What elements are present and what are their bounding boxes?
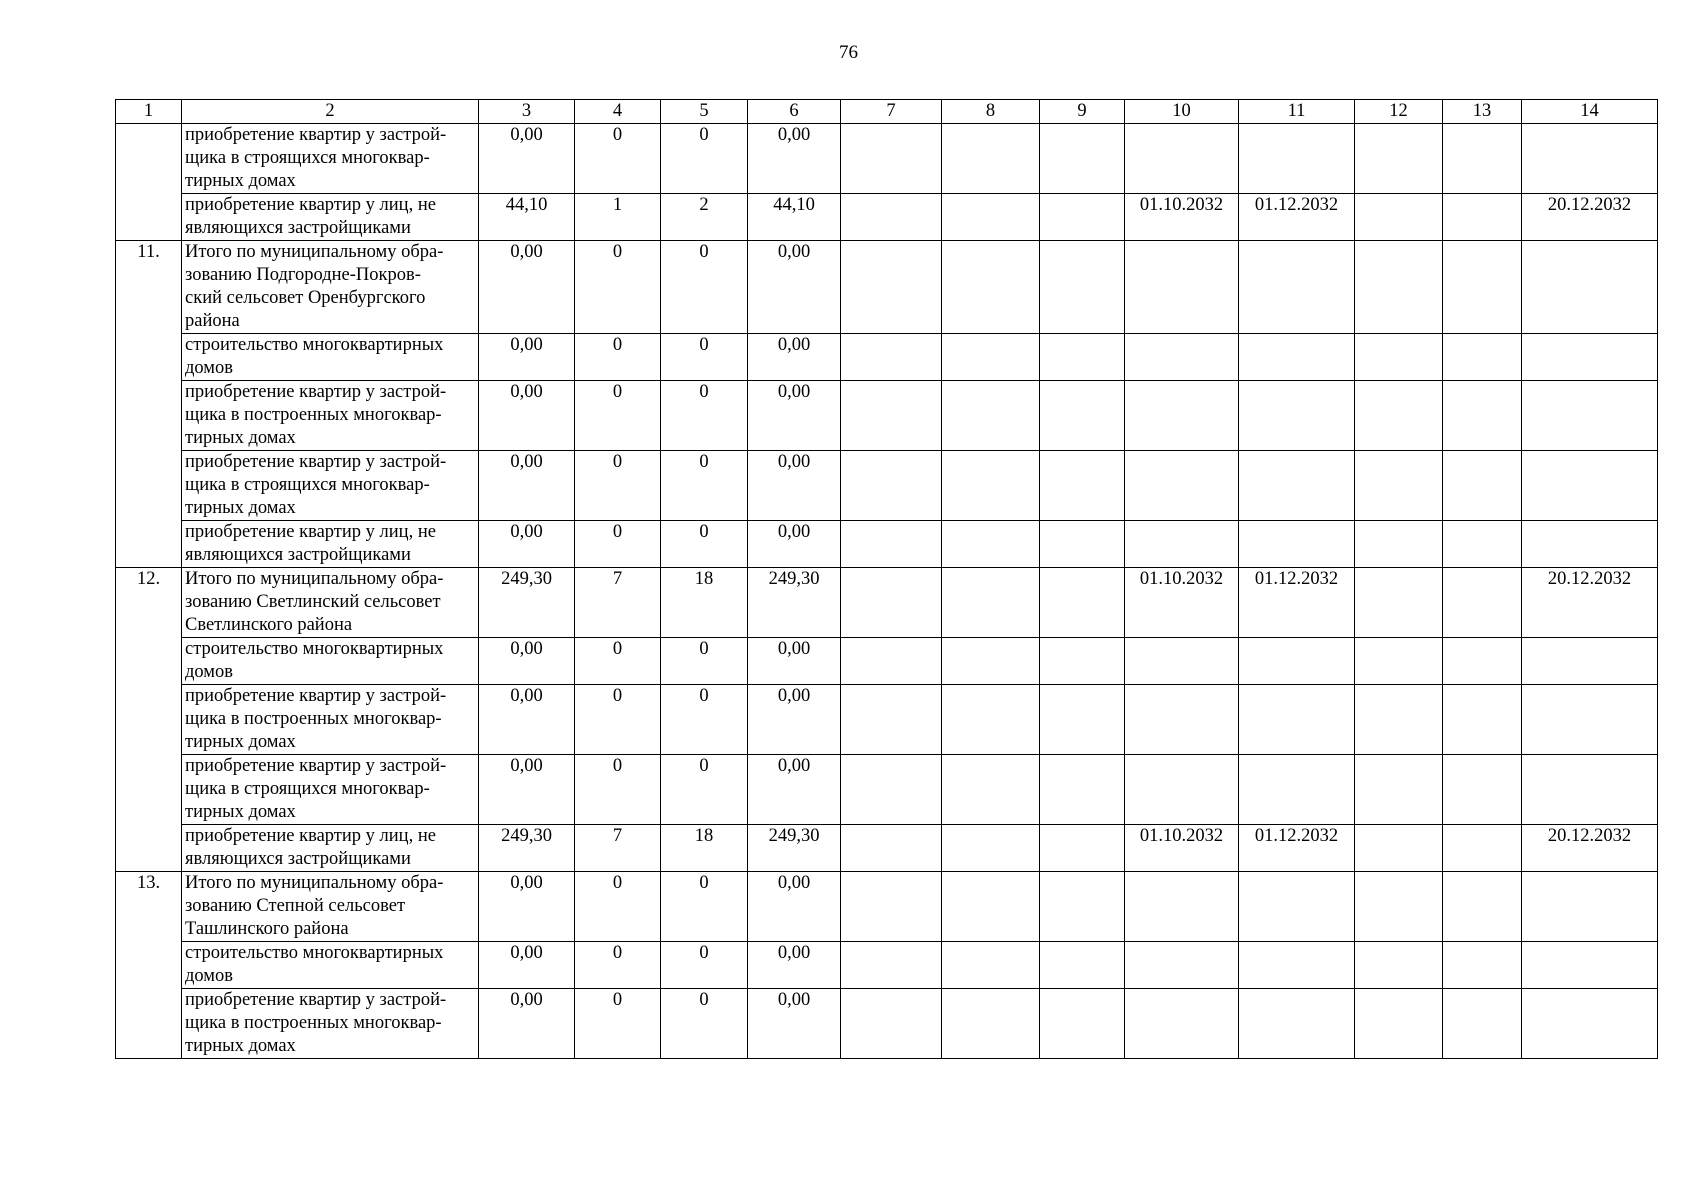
value-cell-6: 0,00 [748,989,841,1059]
value-cell-10 [1125,334,1239,381]
description-line: тирных домах [185,802,296,822]
value-cell-3: 44,10 [479,194,575,241]
value-cell-6: 0,00 [748,942,841,989]
value-cell-9 [1040,755,1125,825]
column-header: 1 [116,100,182,124]
value-cell-14 [1522,334,1658,381]
value-cell-5: 18 [661,825,748,872]
value-cell-8 [942,568,1040,638]
value-cell-8 [942,685,1040,755]
value-cell-10 [1125,638,1239,685]
value-cell-10 [1125,872,1239,942]
value-cell-12 [1355,381,1443,451]
description-line: являющихся застройщиками [185,218,411,238]
table-row [116,381,1658,451]
value-cell-4: 7 [575,825,661,872]
value-cell-5: 0 [661,755,748,825]
description-line: тирных домах [185,171,296,191]
table-row [116,124,1658,194]
description-line: приобретение квартир у застрой- [185,382,447,402]
description-line: приобретение квартир у застрой- [185,686,447,706]
value-cell-11 [1239,872,1355,942]
row-number-cell: 13. [116,872,182,1059]
description-line: Светлинского района [185,615,353,635]
description-cell [182,381,479,451]
column-header: 2 [182,100,479,124]
value-cell-11 [1239,942,1355,989]
description-cell [182,241,479,334]
value-cell-9 [1040,568,1125,638]
value-cell-6: 0,00 [748,685,841,755]
value-cell-13 [1443,685,1522,755]
value-cell-13 [1443,521,1522,568]
value-cell-7 [841,451,942,521]
description-line: приобретение квартир у лиц, не [185,522,436,542]
value-cell-12 [1355,521,1443,568]
value-cell-6: 249,30 [748,568,841,638]
value-cell-9 [1040,334,1125,381]
value-cell-11 [1239,334,1355,381]
value-cell-10 [1125,685,1239,755]
program-table [115,99,1658,1059]
description-cell [182,825,479,872]
value-cell-6: 0,00 [748,124,841,194]
value-cell-5: 0 [661,381,748,451]
column-header: 7 [841,100,942,124]
value-cell-14 [1522,451,1658,521]
value-cell-7 [841,194,942,241]
description-line: щика в построенных многоквар- [185,709,442,729]
value-cell-13 [1443,451,1522,521]
value-cell-7 [841,825,942,872]
description-line: приобретение квартир у застрой- [185,990,447,1010]
value-cell-5: 2 [661,194,748,241]
description-line: домов [185,358,234,378]
value-cell-4: 1 [575,194,661,241]
description-line: тирных домах [185,428,296,448]
value-cell-3: 0,00 [479,755,575,825]
column-header: 4 [575,100,661,124]
value-cell-12 [1355,568,1443,638]
value-cell-5: 0 [661,451,748,521]
column-header: 11 [1239,100,1355,124]
value-cell-10: 01.10.2032 [1125,825,1239,872]
table-row [116,334,1658,381]
value-cell-8 [942,451,1040,521]
description-line: щика в построенных многоквар- [185,405,442,425]
value-cell-7 [841,334,942,381]
description-line: приобретение квартир у застрой- [185,452,447,472]
value-cell-3: 0,00 [479,685,575,755]
value-cell-9 [1040,872,1125,942]
value-cell-5: 0 [661,872,748,942]
value-cell-11 [1239,521,1355,568]
value-cell-11 [1239,755,1355,825]
value-cell-7 [841,568,942,638]
value-cell-12 [1355,989,1443,1059]
value-cell-11 [1239,685,1355,755]
page-number: 76 [839,42,858,63]
description-line: Итого по муниципальному обра- [185,242,444,262]
description-line: являющихся застройщиками [185,849,411,869]
description-line: приобретение квартир у застрой- [185,756,447,776]
table-row [116,755,1658,825]
table-row [116,638,1658,685]
value-cell-5: 0 [661,989,748,1059]
row-number-cell: 11. [116,241,182,568]
table-row [116,241,1658,334]
value-cell-5: 18 [661,568,748,638]
value-cell-9 [1040,638,1125,685]
value-cell-11 [1239,381,1355,451]
value-cell-12 [1355,194,1443,241]
value-cell-7 [841,638,942,685]
description-line: щика в строящихся многоквар- [185,148,430,168]
description-cell [182,451,479,521]
value-cell-9 [1040,381,1125,451]
value-cell-8 [942,755,1040,825]
value-cell-13 [1443,568,1522,638]
value-cell-12 [1355,685,1443,755]
value-cell-6: 249,30 [748,825,841,872]
value-cell-6: 0,00 [748,638,841,685]
value-cell-10 [1125,241,1239,334]
value-cell-7 [841,685,942,755]
value-cell-3: 0,00 [479,942,575,989]
value-cell-9 [1040,451,1125,521]
value-cell-4: 0 [575,989,661,1059]
description-cell [182,194,479,241]
value-cell-11: 01.12.2032 [1239,568,1355,638]
value-cell-13 [1443,825,1522,872]
column-header: 8 [942,100,1040,124]
value-cell-11 [1239,451,1355,521]
description-line: приобретение квартир у лиц, не [185,826,436,846]
value-cell-3: 0,00 [479,451,575,521]
value-cell-7 [841,241,942,334]
table-row [116,872,1658,942]
description-cell [182,638,479,685]
value-cell-7 [841,381,942,451]
value-cell-7 [841,521,942,568]
value-cell-10 [1125,989,1239,1059]
value-cell-11 [1239,989,1355,1059]
value-cell-3: 0,00 [479,638,575,685]
value-cell-12 [1355,638,1443,685]
value-cell-6: 44,10 [748,194,841,241]
value-cell-10: 01.10.2032 [1125,194,1239,241]
value-cell-6: 0,00 [748,872,841,942]
value-cell-7 [841,989,942,1059]
value-cell-5: 0 [661,241,748,334]
value-cell-4: 0 [575,381,661,451]
value-cell-6: 0,00 [748,521,841,568]
table-row [116,989,1658,1059]
value-cell-4: 0 [575,685,661,755]
value-cell-8 [942,989,1040,1059]
value-cell-10 [1125,755,1239,825]
table-row [116,568,1658,638]
value-cell-4: 0 [575,521,661,568]
value-cell-13 [1443,942,1522,989]
value-cell-9 [1040,241,1125,334]
table-row [116,194,1658,241]
table-row [116,685,1658,755]
description-line: приобретение квартир у лиц, не [185,195,436,215]
description-cell [182,685,479,755]
value-cell-4: 7 [575,568,661,638]
value-cell-14: 20.12.2032 [1522,568,1658,638]
value-cell-3: 0,00 [479,872,575,942]
value-cell-14 [1522,755,1658,825]
value-cell-12 [1355,334,1443,381]
value-cell-6: 0,00 [748,451,841,521]
column-header: 9 [1040,100,1125,124]
value-cell-8 [942,825,1040,872]
value-cell-13 [1443,381,1522,451]
description-cell [182,755,479,825]
value-cell-3: 0,00 [479,241,575,334]
description-line: домов [185,662,234,682]
value-cell-10 [1125,942,1239,989]
value-cell-14 [1522,685,1658,755]
description-line: домов [185,966,234,986]
value-cell-8 [942,194,1040,241]
value-cell-7 [841,124,942,194]
value-cell-14 [1522,942,1658,989]
value-cell-13 [1443,124,1522,194]
description-line: зованию Светлинский сельсовет [185,592,441,612]
value-cell-8 [942,872,1040,942]
value-cell-3: 0,00 [479,124,575,194]
value-cell-9 [1040,685,1125,755]
value-cell-14 [1522,124,1658,194]
value-cell-14 [1522,381,1658,451]
value-cell-6: 0,00 [748,381,841,451]
value-cell-14: 20.12.2032 [1522,825,1658,872]
value-cell-5: 0 [661,521,748,568]
value-cell-3: 0,00 [479,989,575,1059]
value-cell-5: 0 [661,334,748,381]
description-cell [182,124,479,194]
value-cell-6: 0,00 [748,334,841,381]
value-cell-9 [1040,989,1125,1059]
value-cell-13 [1443,872,1522,942]
value-cell-5: 0 [661,124,748,194]
value-cell-11 [1239,638,1355,685]
value-cell-13 [1443,334,1522,381]
value-cell-11 [1239,241,1355,334]
value-cell-14 [1522,241,1658,334]
value-cell-14 [1522,638,1658,685]
value-cell-13 [1443,638,1522,685]
description-line: зованию Подгородне-Покров- [185,265,421,285]
value-cell-13 [1443,194,1522,241]
description-cell [182,942,479,989]
value-cell-11: 01.12.2032 [1239,825,1355,872]
table-row [116,521,1658,568]
value-cell-8 [942,334,1040,381]
value-cell-13 [1443,241,1522,334]
value-cell-10 [1125,451,1239,521]
row-number-cell [116,124,182,241]
column-header: 3 [479,100,575,124]
value-cell-11 [1239,124,1355,194]
description-line: Ташлинского района [185,919,349,939]
value-cell-8 [942,638,1040,685]
value-cell-3: 0,00 [479,381,575,451]
value-cell-8 [942,381,1040,451]
description-line: приобретение квартир у застрой- [185,125,447,145]
description-line: являющихся застройщиками [185,545,411,565]
value-cell-4: 0 [575,124,661,194]
value-cell-12 [1355,825,1443,872]
value-cell-12 [1355,942,1443,989]
value-cell-7 [841,755,942,825]
value-cell-8 [942,241,1040,334]
value-cell-4: 0 [575,241,661,334]
description-line: щика в построенных многоквар- [185,1013,442,1033]
value-cell-12 [1355,451,1443,521]
value-cell-6: 0,00 [748,241,841,334]
value-cell-14 [1522,872,1658,942]
value-cell-8 [942,942,1040,989]
value-cell-9 [1040,194,1125,241]
value-cell-7 [841,872,942,942]
value-cell-4: 0 [575,451,661,521]
description-line: строительство многоквартирных [185,335,444,355]
column-header: 12 [1355,100,1443,124]
value-cell-9 [1040,521,1125,568]
description-line: щика в строящихся многоквар- [185,779,430,799]
description-line: строительство многоквартирных [185,639,444,659]
value-cell-5: 0 [661,942,748,989]
row-number-cell: 12. [116,568,182,872]
value-cell-13 [1443,989,1522,1059]
value-cell-10 [1125,381,1239,451]
description-line: Итого по муниципальному обра- [185,569,444,589]
value-cell-13 [1443,755,1522,825]
value-cell-14: 20.12.2032 [1522,194,1658,241]
description-line: строительство многоквартирных [185,943,444,963]
value-cell-12 [1355,124,1443,194]
value-cell-14 [1522,521,1658,568]
description-cell [182,872,479,942]
description-line: тирных домах [185,498,296,518]
value-cell-5: 0 [661,685,748,755]
column-header: 10 [1125,100,1239,124]
table-row [116,451,1658,521]
description-cell [182,989,479,1059]
description-line: тирных домах [185,732,296,752]
value-cell-3: 0,00 [479,334,575,381]
value-cell-4: 0 [575,942,661,989]
value-cell-4: 0 [575,755,661,825]
value-cell-10 [1125,521,1239,568]
value-cell-6: 0,00 [748,755,841,825]
table-body [116,100,1658,1059]
description-line: зованию Степной сельсовет [185,896,406,916]
column-header: 14 [1522,100,1658,124]
description-line: района [185,311,240,331]
value-cell-9 [1040,124,1125,194]
description-line: тирных домах [185,1036,296,1056]
column-number-row [116,100,1658,124]
table-row [116,825,1658,872]
value-cell-12 [1355,241,1443,334]
value-cell-12 [1355,872,1443,942]
value-cell-10 [1125,124,1239,194]
value-cell-8 [942,124,1040,194]
column-header: 13 [1443,100,1522,124]
description-line: щика в строящихся многоквар- [185,475,430,495]
description-line: ский сельсовет Оренбургского [185,288,426,308]
value-cell-14 [1522,989,1658,1059]
value-cell-9 [1040,942,1125,989]
description-cell [182,334,479,381]
value-cell-7 [841,942,942,989]
value-cell-3: 0,00 [479,521,575,568]
value-cell-9 [1040,825,1125,872]
value-cell-12 [1355,755,1443,825]
value-cell-10: 01.10.2032 [1125,568,1239,638]
value-cell-11: 01.12.2032 [1239,194,1355,241]
table-row [116,942,1658,989]
column-header: 5 [661,100,748,124]
value-cell-4: 0 [575,638,661,685]
value-cell-3: 249,30 [479,825,575,872]
value-cell-4: 0 [575,334,661,381]
column-header: 6 [748,100,841,124]
description-cell [182,521,479,568]
value-cell-4: 0 [575,872,661,942]
value-cell-3: 249,30 [479,568,575,638]
value-cell-8 [942,521,1040,568]
value-cell-5: 0 [661,638,748,685]
description-line: Итого по муниципальному обра- [185,873,444,893]
description-cell [182,568,479,638]
